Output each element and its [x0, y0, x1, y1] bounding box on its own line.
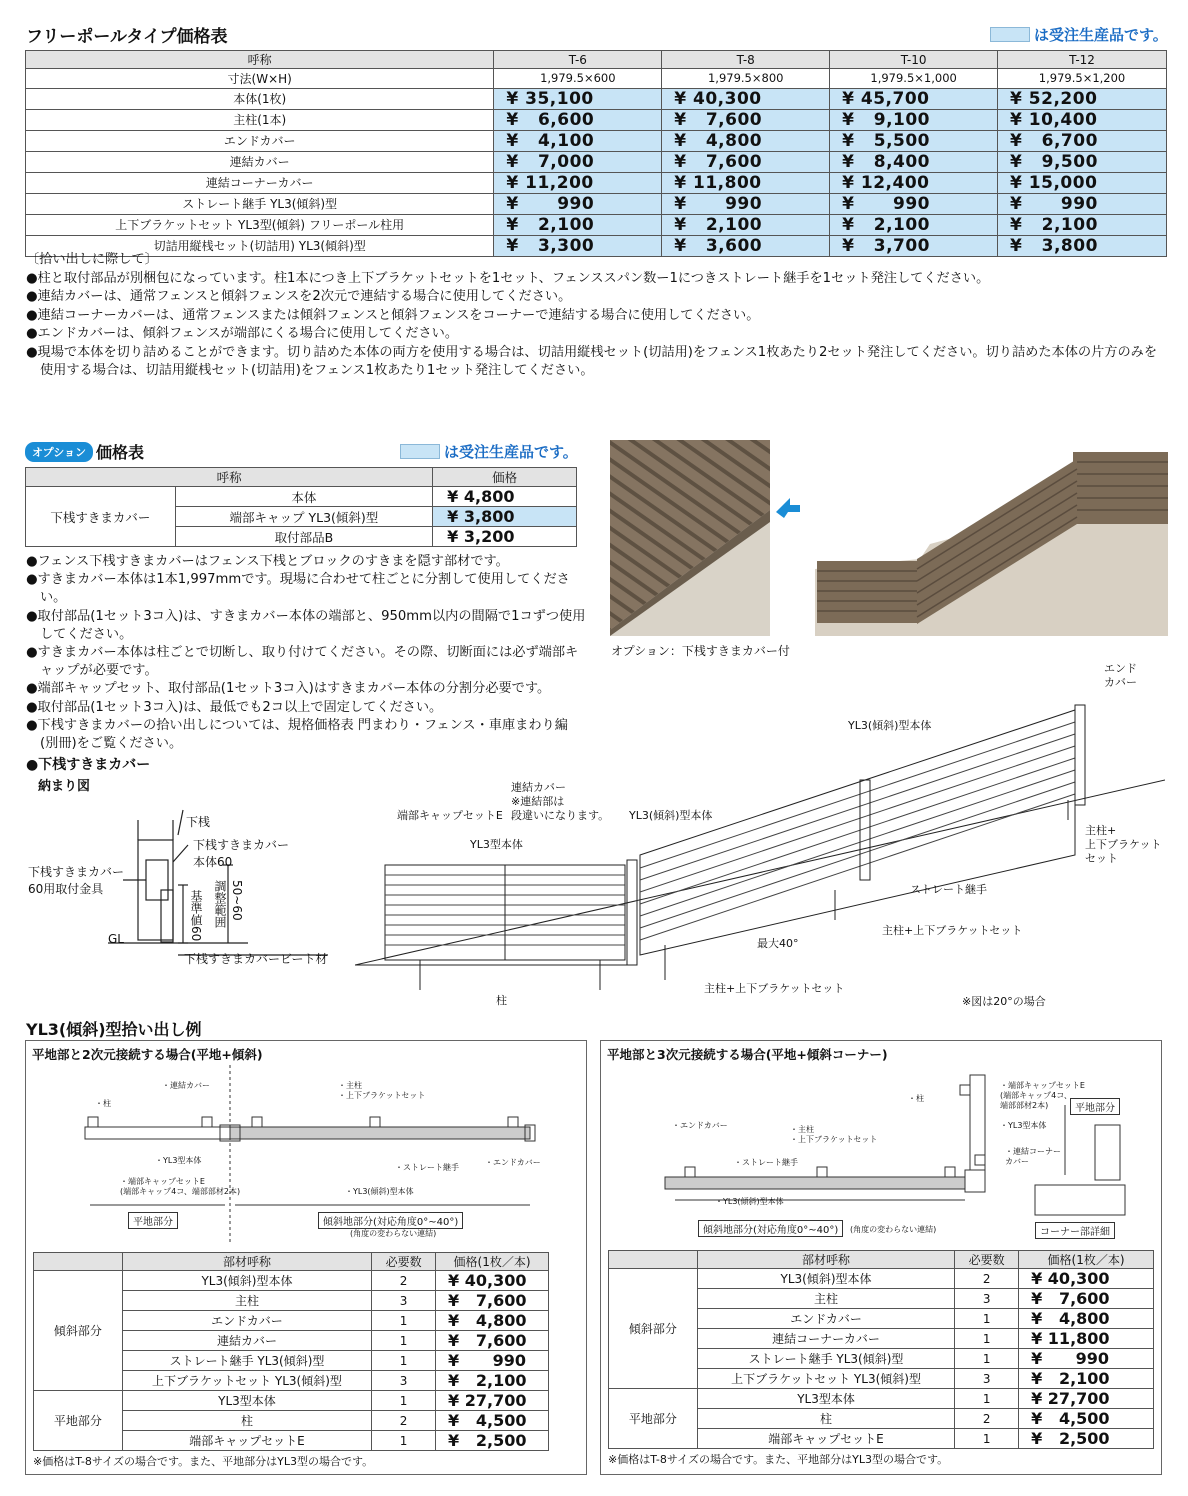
cell: エンドカバー	[122, 1311, 371, 1331]
detail-section-title: ●下桟すきまカバー	[26, 757, 151, 773]
ex-right-label: (端部キャップ4コ、	[1000, 1091, 1072, 1100]
cell: 連結カバー	[122, 1331, 371, 1351]
legend-swatch	[990, 27, 1030, 42]
ex-right-label: 傾斜地部分(対応角度0°~40°)	[698, 1220, 843, 1237]
cell: YL3型本体	[697, 1389, 954, 1409]
note-item: ●下桟すきまカバーの拾い出しについては、規格価格表 門まわり・フェンス・車庫まわり編(別冊)をご覧ください。	[26, 717, 568, 752]
header-cell: 価格(1枚／本)	[1019, 1251, 1154, 1269]
ex-left-label: ・YL3(傾斜)型本体	[345, 1187, 414, 1196]
size-cell: 1,979.5×600	[494, 69, 662, 89]
example-left-table	[33, 1252, 549, 1451]
ex-right-label: 平地部分	[1070, 1098, 1120, 1115]
ex-right-label: ・柱	[908, 1094, 924, 1103]
header-cell: 必要数	[372, 1253, 436, 1271]
example-left-foot: ※価格はT-8サイズの場合です。また、平地部分はYL3型の場合です。	[33, 1455, 374, 1468]
row-name: 主柱(1本)	[26, 109, 494, 130]
price-cell: ¥ 52,200	[998, 88, 1167, 109]
row-name: 上下ブラケットセット YL3型(傾斜) フリーポール柱用	[26, 214, 494, 235]
cell: 1	[955, 1309, 1019, 1329]
legend-text: は受注生産品です。	[1034, 26, 1168, 44]
row-name: ストレート継手 YL3(傾斜)型	[26, 193, 494, 214]
cell: 1	[372, 1351, 436, 1371]
price-cell: ¥ 7,600	[436, 1291, 549, 1311]
note-item: ●連結カバーは、通常フェンスと傾斜フェンスを2次元で連結する場合に使用してください。	[26, 289, 572, 304]
group-name: 平地部分	[34, 1391, 123, 1451]
cell: 3	[955, 1289, 1019, 1309]
table-row	[34, 1391, 549, 1411]
header-cell: 呼称	[26, 51, 494, 69]
price-cell: ¥ 4,500	[436, 1411, 549, 1431]
ex-left-label: 平地部分	[128, 1212, 178, 1229]
price-cell: ¥ 2,100	[998, 214, 1167, 235]
table-header-row	[26, 51, 1167, 69]
cell: YL3(傾斜)型本体	[697, 1269, 954, 1289]
price-cell: ¥ 45,700	[830, 88, 998, 109]
group-name: 下桟すきまカバー	[26, 487, 176, 547]
note-item: ●エンドカバーは、傾斜フェンスが端部にくる場合に使用してください。	[26, 326, 459, 341]
cell: 柱	[122, 1411, 371, 1431]
ex-left-label: ・柱	[95, 1099, 111, 1108]
ex-right-label: コーナー部詳細	[1035, 1222, 1115, 1239]
cell: 連結コーナーカバー	[697, 1329, 954, 1349]
price-cell: ¥ 12,400	[830, 172, 998, 193]
fence-label: カバー	[1104, 676, 1137, 689]
price-cell: ¥ 3,300	[494, 235, 662, 256]
ex-right-label: ・上下ブラケットセット	[790, 1135, 878, 1144]
price-cell: ¥ 2,100	[494, 214, 662, 235]
header-cell: 呼称	[26, 468, 433, 487]
ex-left-label: ・エンドカバー	[485, 1158, 541, 1167]
example-left-title: 平地部と2次元接続する場合(平地+傾斜)	[32, 1047, 263, 1062]
detail-label: 下桟すきまカバービート材	[184, 952, 328, 966]
cell: 端部キャップセットE	[122, 1431, 371, 1451]
note-item: ●フェンス下桟すきまカバーはフェンス下桟とブロックのすきまを隠す部材です。	[26, 554, 509, 569]
price-cell: ¥ 7,600	[662, 151, 830, 172]
price-cell: ¥ 9,100	[830, 109, 998, 130]
note-item: ●端部キャップセット、取付部品(1セット3コ入)はすきまカバー本体の分割分必要です。	[26, 681, 551, 697]
price-cell: ¥ 11,200	[494, 172, 662, 193]
cell: 上下ブラケットセット YL3(傾斜)型	[122, 1371, 371, 1391]
ex-right-label: ・ストレート継手	[734, 1158, 798, 1167]
table-row	[26, 88, 1167, 109]
price-cell: ¥ 5,500	[830, 130, 998, 151]
ex-right-label: カバー	[1005, 1157, 1029, 1166]
price-cell: ¥ 3,200	[433, 527, 577, 547]
main-price-table	[25, 50, 1167, 257]
note-item: ●現場で本体を切り詰めることができます。切り詰めた本体の両方を使用する場合は、切詰用縦桟セット(切詰用)をフェンス1枚あたり2セット発注してください。切り詰めた本体の片方のみを使用する場合は、切詰用縦桟セット(切詰用)をフェンス1枚あたり1セット発注してください。	[26, 344, 1158, 378]
cell: 上下ブラケットセット YL3(傾斜)型	[697, 1369, 954, 1389]
main-legend	[990, 24, 1168, 45]
ex-right-label: ・主柱	[790, 1125, 814, 1134]
row-name: 取付部品B	[175, 527, 432, 547]
fence-label: YL3(傾斜)型本体	[848, 719, 932, 732]
closeup-photo	[610, 440, 770, 636]
group-name: 傾斜部分	[609, 1269, 698, 1389]
fence-label: 主柱+上下ブラケットセット	[704, 982, 845, 995]
fence-label: 最大40°	[757, 937, 799, 950]
row-name: 本体(1枚)	[26, 88, 494, 109]
cell: 3	[372, 1291, 436, 1311]
example-right-title: 平地部と3次元接続する場合(平地+傾斜コーナー)	[607, 1047, 888, 1062]
cell: 2	[955, 1409, 1019, 1429]
fence-label: 連結カバー	[511, 781, 566, 794]
table-row	[26, 130, 1167, 151]
cell: 1	[955, 1429, 1019, 1449]
fence-label: 上下ブラケット	[1085, 838, 1162, 851]
price-cell: ¥ 11,800	[1019, 1329, 1154, 1349]
table-row	[26, 214, 1167, 235]
ex-right-label: ・YL3型本体	[1000, 1121, 1047, 1130]
price-cell: ¥ 7,600	[662, 109, 830, 130]
note-item: ●すきまカバー本体は1本1,997mmです。現場に合わせて柱ごとに分割して使用してください。	[26, 572, 570, 606]
row-name: 連結カバー	[26, 151, 494, 172]
table-row	[26, 109, 1167, 130]
price-cell: ¥ 10,400	[998, 109, 1167, 130]
group-name: 平地部分	[609, 1389, 698, 1449]
fence-label: 主柱+上下ブラケットセット	[882, 924, 1023, 937]
price-cell: ¥ 2,100	[830, 214, 998, 235]
price-cell: ¥ 7,000	[494, 151, 662, 172]
table-row	[26, 193, 1167, 214]
header-cell: T-8	[662, 51, 830, 69]
header-cell: 価格	[433, 468, 577, 487]
note-item: ●すきまカバー本体は柱ごとで切断し、取り付けてください。その際、切断面には必ず端部キャップが必要です。	[26, 645, 579, 679]
ex-left-label: ・YL3型本体	[155, 1156, 202, 1165]
ex-right-label: ・エンドカバー	[672, 1121, 728, 1130]
cell: 1	[372, 1431, 436, 1451]
cell: 2	[372, 1271, 436, 1291]
header-cell	[609, 1251, 698, 1269]
cell: ストレート継手 YL3(傾斜)型	[122, 1351, 371, 1371]
ex-left-label: ・主柱	[338, 1081, 362, 1090]
cell: 2	[372, 1411, 436, 1431]
cell: 主柱	[697, 1289, 954, 1309]
fence-label: ※連結部は	[511, 795, 565, 808]
table-row	[34, 1271, 549, 1291]
note-item: ●取付部品(1セット3コ入)は、すきまカバー本体の端部と、950mm以内の間隔で1コずつ使用してください。	[26, 608, 586, 642]
price-cell: ¥ 27,700	[1019, 1389, 1154, 1409]
price-cell: ¥ 3,800	[433, 507, 577, 527]
price-cell: ¥ 7,600	[436, 1331, 549, 1351]
ex-right-label: ・YL3(傾斜)型本体	[715, 1197, 784, 1206]
example-right-foot: ※価格はT-8サイズの場合です。また、平地部分はYL3型の場合です。	[608, 1453, 949, 1466]
row-name: 寸法(W×H)	[26, 69, 494, 89]
cell: 1	[372, 1331, 436, 1351]
price-cell: ¥ 990	[436, 1351, 549, 1371]
cell: 1	[372, 1311, 436, 1331]
detail-label: 60用取付金具	[28, 882, 104, 896]
price-cell: ¥ 990	[998, 193, 1167, 214]
table-row	[26, 69, 1167, 89]
price-cell: ¥ 40,300	[1019, 1269, 1154, 1289]
fence-label: 主柱+	[1085, 824, 1117, 837]
price-cell: ¥ 4,500	[1019, 1409, 1154, 1429]
ex-right-label: ・端部キャップセットE	[1000, 1081, 1085, 1090]
header-cell: 必要数	[955, 1251, 1019, 1269]
row-name: 切詰用縦桟セット(切詰用) YL3(傾斜)型	[26, 235, 494, 256]
price-cell: ¥ 6,700	[998, 130, 1167, 151]
fence-label: 柱	[496, 994, 507, 1007]
cell: 1	[955, 1389, 1019, 1409]
cell: 1	[955, 1349, 1019, 1369]
detail-section-sub: 納まり図	[38, 779, 91, 794]
notes-title: 〔拾い出しに際して〕	[26, 252, 158, 267]
price-cell: ¥ 4,800	[436, 1311, 549, 1331]
cell: YL3型本体	[122, 1391, 371, 1411]
ex-right-label: (角度の変わらない連結)	[850, 1225, 937, 1234]
header-cell: T-10	[830, 51, 998, 69]
main-notes	[26, 251, 1166, 381]
price-cell: ¥ 40,300	[436, 1271, 549, 1291]
example-left-diagram	[30, 1065, 580, 1245]
header-cell: T-12	[998, 51, 1167, 69]
price-cell: ¥ 40,300	[662, 88, 830, 109]
price-cell: ¥ 6,600	[494, 109, 662, 130]
table-row	[26, 487, 577, 507]
price-cell: ¥ 27,700	[436, 1391, 549, 1411]
row-name: 連結コーナーカバー	[26, 172, 494, 193]
price-cell: ¥ 3,600	[662, 235, 830, 256]
ex-left-label: ・上下ブラケットセット	[338, 1091, 426, 1100]
cell: 1	[372, 1391, 436, 1411]
cell: 柱	[697, 1409, 954, 1429]
option-legend	[400, 441, 578, 462]
price-cell: ¥ 2,100	[1019, 1369, 1154, 1389]
price-cell: ¥ 3,700	[830, 235, 998, 256]
header-cell	[34, 1253, 123, 1271]
ex-left-label: 傾斜地部分(対応角度0°~40°)	[318, 1212, 463, 1229]
cell: 2	[955, 1269, 1019, 1289]
cell: 主柱	[122, 1291, 371, 1311]
example-right-diagram	[605, 1065, 1155, 1245]
price-cell: ¥ 990	[1019, 1349, 1154, 1369]
detail-label: 下桟すきまカバー	[28, 865, 125, 879]
size-cell: 1,979.5×800	[662, 69, 830, 89]
ex-left-label: ・端部キャップセットE	[120, 1177, 205, 1186]
header-cell: T-6	[494, 51, 662, 69]
detail-label: 下桟	[186, 815, 211, 829]
detail-label: GL	[108, 932, 124, 946]
note-item: ●柱と取付部品が別梱包になっています。柱1本につき上下ブラケットセットを1セット、フェンススパン数ー1につきストレート継手を1セット発注してください。	[26, 270, 990, 286]
cell: 3	[955, 1369, 1019, 1389]
arrow-icon	[776, 498, 800, 518]
fence-label: YL3型本体	[470, 838, 523, 851]
cell: 端部キャップセットE	[697, 1429, 954, 1449]
ex-left-label: (角度の変わらない連結)	[350, 1229, 437, 1238]
row-name: エンドカバー	[26, 130, 494, 151]
fence-label: エンド	[1104, 662, 1137, 675]
table-row	[609, 1269, 1154, 1289]
price-cell: ¥ 3,800	[998, 235, 1167, 256]
price-cell: ¥ 4,800	[1019, 1309, 1154, 1329]
detail-label: 本体60	[193, 855, 233, 869]
price-cell: ¥ 2,100	[436, 1371, 549, 1391]
option-title: 価格表	[96, 443, 145, 462]
option-price-table	[25, 467, 577, 547]
legend-swatch	[400, 444, 440, 459]
price-cell: ¥ 7,600	[1019, 1289, 1154, 1309]
main-title: フリーポールタイプ価格表	[26, 27, 228, 47]
cell: ストレート継手 YL3(傾斜)型	[697, 1349, 954, 1369]
fence-label: 端部キャップセットE	[397, 809, 503, 822]
fence-photo	[815, 444, 1168, 636]
photo-caption: オプション：下桟すきまカバー付	[611, 644, 790, 658]
price-cell: ¥ 2,500	[436, 1431, 549, 1451]
fence-label: ストレート継手	[910, 883, 987, 896]
header-cell: 部材呼称	[697, 1251, 954, 1269]
price-cell: ¥ 4,100	[494, 130, 662, 151]
ex-left-label: ・ストレート継手	[395, 1163, 459, 1172]
legend-text: は受注生産品です。	[444, 443, 578, 461]
table-row	[26, 151, 1167, 172]
price-cell: ¥ 4,800	[433, 487, 577, 507]
size-cell: 1,979.5×1,000	[830, 69, 998, 89]
ex-right-label: ・連結コーナー	[1005, 1147, 1061, 1156]
price-cell: ¥ 2,500	[1019, 1429, 1154, 1449]
ex-left-label: (端部キャップ4コ、端部部材2本)	[120, 1187, 241, 1196]
table-row	[26, 172, 1167, 193]
fence-label: YL3(傾斜)型本体	[629, 809, 713, 822]
detail-label: 調整範囲	[213, 880, 227, 928]
ex-right-label: 端部部材2本)	[1000, 1101, 1049, 1110]
option-badge: オプション	[25, 442, 93, 462]
cell: 1	[955, 1329, 1019, 1349]
row-name: 本体	[175, 487, 432, 507]
price-cell: ¥ 9,500	[998, 151, 1167, 172]
price-cell: ¥ 35,100	[494, 88, 662, 109]
ex-left-label: ・連結カバー	[162, 1081, 210, 1090]
price-cell: ¥ 15,000	[998, 172, 1167, 193]
price-cell: ¥ 4,800	[662, 130, 830, 151]
example-title: YL3(傾斜)型拾い出し例	[26, 1020, 202, 1039]
note-item: ●取付部品(1セット3コ入)は、最低でも2コ以上で固定してください。	[26, 699, 443, 715]
table-row	[609, 1389, 1154, 1409]
fence-label: 段違いになります。	[511, 809, 610, 822]
fence-label: ※図は20°の場合	[962, 995, 1046, 1008]
detail-label: 下桟すきまカバー	[193, 838, 290, 852]
cell: YL3(傾斜)型本体	[122, 1271, 371, 1291]
size-cell: 1,979.5×1,200	[998, 69, 1167, 89]
example-right-table	[608, 1250, 1154, 1449]
detail-label: 50~60	[230, 880, 244, 921]
cell: エンドカバー	[697, 1309, 954, 1329]
fence-label: セット	[1085, 852, 1118, 865]
note-item: ●連結コーナーカバーは、通常フェンスまたは傾斜フェンスと傾斜フェンスをコーナーで連結する場合に使用してください。	[26, 307, 760, 323]
price-cell: ¥ 8,400	[830, 151, 998, 172]
row-name: 端部キャップ YL3(傾斜)型	[175, 507, 432, 527]
header-cell: 部材呼称	[122, 1253, 371, 1271]
price-cell: ¥ 990	[662, 193, 830, 214]
header-cell: 価格(1枚／本)	[436, 1253, 549, 1271]
price-cell: ¥ 990	[830, 193, 998, 214]
detail-label: 基準値60	[189, 890, 203, 942]
cell: 3	[372, 1371, 436, 1391]
group-name: 傾斜部分	[34, 1271, 123, 1391]
price-cell: ¥ 11,800	[662, 172, 830, 193]
price-cell: ¥ 990	[494, 193, 662, 214]
option-heading	[25, 440, 144, 463]
price-cell: ¥ 2,100	[662, 214, 830, 235]
